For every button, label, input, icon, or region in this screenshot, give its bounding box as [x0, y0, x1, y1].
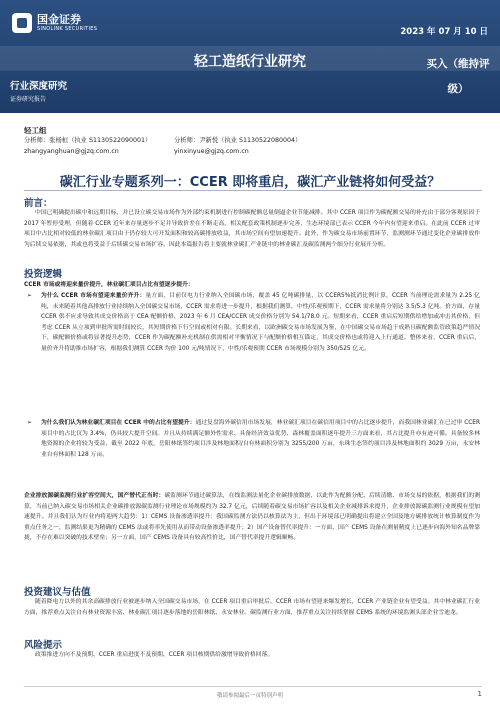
title-divider — [24, 190, 482, 191]
advice-heading: 投资建议与估值 — [24, 587, 91, 598]
bullet-1-marker: ➢ — [27, 293, 32, 299]
bullet-1-lead: 为什么 CCER 市场有望迎来量价齐升： — [41, 293, 146, 299]
bullet-1-text: 量方面，目前仅电力行业纳入全国碳市场，覆盖 45 亿吨碳排量，以 CCER5%抵消比例计算，CCER 当前理论需求量为 2.25 亿吨，未来随着其他高排放行业持续纳入全国碳交易市场，CCER 需求将进一步提升，根据我们测算，中性/乐观预期下，CCER 需求量将分别达 3.5/5.3 亿吨。价方面，存量 CCER 供不应求导致其成交价格高于 CEA 配额价格，2023 年 6 月 CEA/CCER 成交价格分别为 54.1/78.0 元。短期来看，CCER 重启后短期供给增加或冲击其价格，但考虑 CCER 从立项到审批所需时间较长，其短期价格下行空间或相对有限。长期来看，以欧洲碳交易市场发展为鉴，在中国碳交易市场趋于成熟且碳配额监管政策趋严情况下，碳配额价格或将显著提升态势，CCER 作为碳配额补充机制在供需相对平衡情况下与配额价格相互锚定，其成交价格也或将迎入上行通道。整体来看，CCER 重启后，量价齐升将助推市场扩容，根据我们测算 CCER 均价 100 元/吨情况下，中性/乐观预期 CCER 市场规模分别为 350/525 亿元。 — [41, 293, 480, 352]
bullet-2-text: 通过复盘海外碳信用市场发展，林业碳汇项目在碳信用项目中的占比逐步提升，而我国林业碳汇在已过审 CCER 项目中的占比仅为 3.4%，仍具较大提升空间。并且从持续满足额外性需求、具备经济效益优势、森林覆盖面积逐年提升三方面来看，其占比提升亦有迹可循。具备较多林地资源的企业将较为受益，截至 2022 年底，岳阳林纸签约项目涉及林地面积/自有林面积分别为 3255/200 万亩，东珠生态签约项目涉及林地面积约 3029 万亩，永安林业自有林面积 128 万亩。 — [41, 420, 480, 458]
analyst-2-email[interactable]: yinxinyue@gjzq.com.cn — [174, 148, 249, 155]
company-logo — [12, 13, 97, 33]
logic-heading: 投资逻辑 — [24, 269, 63, 280]
logic-subheading-2: 企业排放源碳监测行业扩容空间大，国产替代正当时： — [24, 493, 165, 499]
analyst-2 — [174, 135, 301, 157]
report-header — [0, 0, 500, 113]
advice-paragraph: 随着降电力以外的其余高碳排放行业被逐步纳入全国碳交易市场，在 CCER 项目重启审批后，CCER 市场有望迎来爆发增长，CCER 产业链企业有望受益。其中林业碳汇行业方面，推荐重点关注自有林业资源丰富、林业碳汇项目逐步落地的岳阳林纸、永安林业。碳监测行业方面，推荐重点关注持续掌握 CEMS 系统的环境监测头部企业雪迪龙。 — [24, 599, 480, 616]
report-date: 2023 年 07 月 10 日 — [400, 27, 488, 37]
footer-divider — [24, 686, 482, 687]
logic-paragraph-2 — [24, 491, 480, 544]
risk-heading: 风险提示 — [24, 640, 63, 651]
analyst-group: 轻工组 — [24, 126, 47, 135]
bullet-2-marker: ➢ — [27, 420, 32, 426]
intro-heading: 前言： — [24, 198, 53, 209]
bullet-1 — [41, 291, 480, 355]
bullet-2-lead: 为什么我们认为林业碳汇项目在 CCER 中的占比有望提升： — [41, 420, 196, 426]
analyst-1-name: 分析师：张杨桓（执业 S1130522090001） — [24, 137, 152, 144]
analyst-2-name: 分析师：尹新悦（执业 S1130522080004） — [174, 137, 302, 144]
analyst-1-email[interactable]: zhangyanghuan@gjzq.com.cn — [24, 148, 119, 155]
logo-name: 国金证券 — [37, 12, 81, 26]
risk-paragraph: 政策推进方向不及预期、CCER 重启进度不及预期、CCER 项目核期供给激增导致价格回落。 — [35, 652, 274, 658]
analyst-1 — [24, 135, 151, 157]
logo-english-name: SINOLINK SECURITIES — [37, 25, 98, 32]
report-category: 行业深度研究 — [10, 81, 68, 92]
logic-subheading-1: CCER 市场或将迎来量价提升，林业碳汇项目占比有望逐步提升： — [24, 282, 194, 288]
intro-paragraph: 中国已明确提出碳中和远期目标，并已设立碳交易市场作为外部约束机制进行控制碳配额总量倒逼企业节能减排。其中 CCER 项目作为碳配额交易的补充由于部分客观原因于 2017 年暂停受理，但随着 CCER 近年来存量逐步不足并导致价差在不断走高，相关配套政策机制逐步完善，生态环境部已表示 CCER 今年内有望迎来重启。在此前 CCER 过审项目中占比相对较低的林业碳汇项目由于仍存较大可开发面积和较高碳排放收益，其市场空间有望加速提升。此外，作为碳交易市场前置环节，监测测环节通过变化企业碳排放作为后续交易依据，其或也将受益于后续碳交易市场扩容。因此本篇报告将主要就林业碳汇产业链中的林业碳汇及碳监测两个细分行业展开分析。 — [24, 210, 480, 248]
footer-disclaimer: 敬请参阅最后一页特别声明 — [216, 693, 283, 699]
report-type: 证券研究报告 — [10, 96, 47, 103]
bullet-2 — [41, 418, 480, 460]
main-title: 碳汇行业专题系列一：CCER 即将重启，碳汇产业链将如何受益？ — [59, 175, 441, 190]
logo-icon — [12, 13, 32, 33]
page-number: 1 — [477, 690, 482, 698]
report-title: 轻工造纸行业研究 — [194, 54, 306, 70]
rating-badge: 买入（维持评级） — [426, 58, 490, 95]
logic-paragraph-2-text: 碳监测环节通过碳算法，在线监测法量化企业碳排放数据，以此作为配额分配、后续清缴、市场交易的依据，根据我们的测算，当前已纳入碳交易市场相关企业碳排放源碳监测行业理论市场规模约为 32.7 亿元，后续随着碳交易市场扩容以及相关企业减排诉求提升，企业排放源碳监测行业规模有望加速提升。并且我们认为行业内将迎两大趋势：1）CEMS 设备渗透率提升：我国碳监测方法仍以核算法为主，但出于环境部已明确提出将建立全国及地方碳排放统计核算制度作为重点任务之一，监测结果更为精确的 CEMS 法或将率先使用从而带动设备渗透率提升；2）国产设备替代率提升：一方面，国产 CEMS 设备在测量精度上已逐步向海外知名品牌靠拢，不存在难以突破的技术壁垒；另一方面，国产 CEMS 设备具有较高性价比，国产替代率提升逻辑顺畅。 — [24, 493, 480, 542]
